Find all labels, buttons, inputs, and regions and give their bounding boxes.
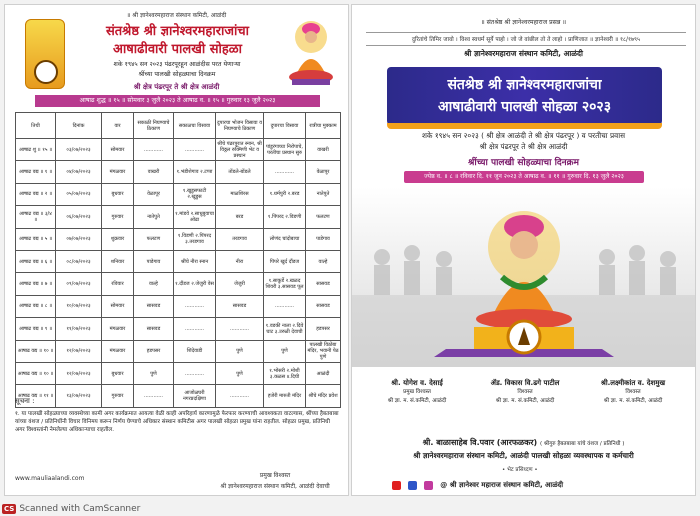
org-line: ॥ श्री ज्ञानेश्वरमहाराज संस्थान कमिटी, आळंदी [126, 12, 227, 19]
table-cell: १.भंडीशेगाव २.टप्पा [174, 161, 216, 183]
table-cell: नातेपुते [134, 206, 174, 228]
schedule-table [15, 112, 341, 408]
table-cell: आषाढ वद्य ॥ ३/४ ॥ [16, 206, 56, 228]
person-org: श्री ज्ञा. म. सं.कमिटी, आळंदी [603, 398, 663, 404]
person-org: श्री ज्ञा. म. सं.कमिटी, आळंदी [495, 398, 555, 404]
table-cell: १.खुडुसफाटी २.खुडुस [174, 183, 216, 205]
table-cell: ०४/०७/२०२३ [56, 161, 102, 183]
table-cell: ०९/०७/२०२३ [56, 273, 102, 295]
table-cell: वेळापूर [306, 161, 341, 183]
invocation-line: ॥ संतश्रेष्ठ श्री ज्ञानेश्वरमहाराज प्रसन्न ॥ [480, 19, 567, 26]
representative-note: ( श्रीगुरु हैबतबाबा यांचे वंशज / प्रतिनिधी ) [539, 441, 625, 447]
table-cell: ............ [216, 385, 264, 407]
table-cell: श्रींचे नीरा स्नान [174, 250, 216, 272]
table-cell: ............ [216, 318, 264, 340]
youtube-icon[interactable] [392, 481, 401, 490]
table-cell: १.भोसरी २.मोशी ३.कळस ४.दिघी [264, 362, 306, 384]
table-row [16, 362, 341, 384]
table-cell: ०८/०७/२०२३ [56, 250, 102, 272]
table-cell: १.दौंडज २.जेजुरी वेस [174, 273, 216, 295]
person-org: श्री ज्ञा. म. सं.कमिटी, आळंदी [387, 398, 447, 404]
table-row [16, 385, 341, 407]
table-header-cell: दुपारचा भोजन विसावा व निघण्याचे ठिकाण [216, 113, 264, 139]
table-cell: मंगळवार [102, 161, 134, 183]
subtitle-line3: श्री क्षेत्र पंढरपूर ते श्री क्षेत्र आळंदी [133, 83, 220, 91]
route-line: शके १९४५ सन २०२३ ( श्री क्षेत्र आळंदी ते श्री क्षेत्र पंढरपूर ) व परतीचा प्रवास [421, 131, 626, 140]
table-cell: ११/०७/२०२३ [56, 318, 102, 340]
table-cell: सासवड [306, 273, 341, 295]
facebook-icon[interactable] [408, 481, 417, 490]
table-cell: शुक्रवार [102, 228, 134, 250]
camscanner-watermark [2, 504, 140, 514]
schedule-heading: श्रींच्या पालखी सोहळ्याचा दिनक्रम [468, 158, 579, 168]
table-cell: १२/०७/२०२३ [56, 340, 102, 362]
table-cell: आषाढ वद्य ॥ १० ॥ [16, 362, 56, 384]
schedule-page-left [4, 4, 349, 496]
shloka-line: दुरितांचे तिमिर जावो । विश्व स्वधर्म सूर्ये पाहो । जो जे वांछील तो ते लाहो । प्राणिजात ॥ ज्ञानेश्वरी ॥ १८/१७९५ [366, 32, 686, 46]
table-cell: आषाढ वद्य ॥ ९ ॥ [16, 318, 56, 340]
table-row [16, 340, 341, 362]
table-cell: फलटण [134, 228, 174, 250]
table-cell: आषाढ शु ॥ १५ ॥ [16, 139, 56, 161]
table-row [16, 273, 341, 295]
org-name: श्री ज्ञानेश्वरमहाराज संस्थान कमिटी, आळंदी [464, 49, 583, 58]
table-cell: सोमवार [102, 139, 134, 161]
table-cell: आषाढ वद्य ॥ १ ॥ [16, 161, 56, 183]
social-handle: @ श्री ज्ञानेश्वर महाराज संस्थान कमिटी, आळंदी [440, 481, 564, 489]
trustee-2 [470, 379, 580, 406]
table-cell: १.विडणी २.पिंपरद ३.तरडगाव [174, 228, 216, 250]
staff-line: श्री ज्ञानेश्वरमहाराज संस्थान कमिटी, आळंदी पालखी सोहळा व्यवस्थापक व कर्मचारी [413, 451, 634, 460]
table-cell: तरडगाव [216, 228, 264, 250]
table-row [16, 228, 341, 250]
table-cell: शिंदेवाडी [174, 340, 216, 362]
table-cell: गुरुवार [102, 206, 134, 228]
signature-title: प्रमुख विश्वस्त [259, 472, 291, 479]
table-row [16, 161, 341, 183]
table-header-row [16, 113, 341, 139]
table-row [16, 139, 341, 161]
table-cell: १०/०७/२०२३ [56, 295, 102, 317]
table-cell: श्रींचे पंढरपुरात स्नान, श्री विठ्ठल रुक्मिणी भेट व प्रस्थान [216, 139, 264, 161]
representative-name: श्री. बाळासाहेब वि.पवार (आरफळकर) [422, 438, 538, 447]
person-name: श्री.लक्ष्मीकांत व. देशमुख [600, 379, 666, 387]
table-cell: आषाढ वद्य ॥ १० ॥ [16, 340, 56, 362]
date-band: ज्येष्ठ व. ॥ ८ ॥ रविवार दि. ११ जुन २०२३ ते आषाढ व. ॥ ११ ॥ गुरुवार दि. १३ जुलै २०२३ [404, 171, 644, 183]
table-cell: पुणे [264, 340, 306, 362]
table-cell: पालखी विठोबा मंदिर, भवानी पेठ पुणे [306, 340, 341, 362]
table-cell: ०७/०७/२०२३ [56, 228, 102, 250]
table-cell: पुणे [216, 340, 264, 362]
table-cell: सासवड [134, 318, 174, 340]
return-route-line: श्री क्षेत्र पंढरपूर ते श्री क्षेत्र आळंदी [479, 142, 568, 151]
banner-title-line2: आषाढीवारी पालखी सोहळा २०२३ [438, 99, 611, 115]
saint-illustration [282, 15, 340, 89]
table-cell: फलटण [306, 206, 341, 228]
watermark-text: Scanned with CamScanner [19, 504, 141, 514]
person-role: प्रमुख विश्वस्त [403, 389, 431, 395]
person-name: ॲड. विकास वि.ढगे पाटील [490, 379, 560, 387]
table-cell: आषाढ वद्य ॥ २ ॥ [16, 183, 56, 205]
table-row [16, 295, 341, 317]
social-footer [392, 475, 657, 489]
table-cell: ............ [264, 161, 306, 183]
table-header-cell: दिनांक [56, 113, 102, 139]
table-cell: आषाढ वद्य ॥ ७ ॥ [16, 273, 56, 295]
page-title-line1: संतश्रेष्ठ श्री ज्ञानेश्वरमहाराजांचा [105, 24, 250, 39]
table-row [16, 318, 341, 340]
notes-text: १. या पालखी सोहळ्याच्या व्यवस्थेच्या कामी अगर कार्यक्रमात आयत्या वेळी काही अपरिहार्य कारणामुळे फेरफार करण्याची आवश्यकता वाटल्यास, श्रींच्या हैबतबाबा यांच्या वंशज / प्रतिनिधींनी विचार विनिमय करून निर्णय घेण्याचे अधिकार संस्थान कमिटीस अगर पालखी सोहळा प्रमुख यांना राहतील. सोहळा प्रमुख, प्रतिनिधी अगर विश्वस्तांनी नेमलेल्या अधिकाऱ्याचा राहतील. [15, 411, 339, 434]
table-cell: मंगळवार [102, 318, 134, 340]
table-header-cell: सकाळी निघण्याचे ठिकाण [134, 113, 174, 139]
subtitle-line1: शके १९४५ सन २०२३ पंढरपूरहून आळंदीस परत येणाऱ्या [113, 61, 241, 68]
table-header-cell: तिथी [16, 113, 56, 139]
table-cell: १.पिंपरद २.विडणी [264, 206, 306, 228]
page-title-line2: आषाढीवारी पालखी सोहळा [112, 42, 243, 57]
representative-line [352, 437, 695, 448]
table-cell: शनिवार [102, 250, 134, 272]
table-cell: ............ [174, 318, 216, 340]
table-header-cell: वार [102, 113, 134, 139]
table-cell: आषाढ वद्य ॥ ५ ॥ [16, 228, 56, 250]
table-header-cell: सकाळचा विसावा [174, 113, 216, 139]
table-cell: सासवड [306, 295, 341, 317]
table-cell: जेजुरी [216, 273, 264, 295]
table-cell: नीरा [216, 250, 264, 272]
table-cell: वाल्हे [134, 273, 174, 295]
table-cell: वेळापूर [134, 183, 174, 205]
table-cell: १.धर्मपुरी २.बरड [264, 183, 306, 205]
table-cell: पांडुरंगाच्या निरोपाचे, परतीचा प्रस्थान सुरु [264, 139, 306, 161]
table-cell: तोंडले-बोंडले [216, 161, 264, 183]
table-cell: १३/०७/२०२३ [56, 385, 102, 407]
table-cell: आळंदी [306, 362, 341, 384]
table-cell: १२/०७/२०२३ [56, 362, 102, 384]
table-cell: ............ [134, 139, 174, 161]
table-cell: ............ [174, 139, 216, 161]
website-link[interactable]: www.mauliaalandi.com [15, 475, 85, 482]
table-cell: ०६/०७/२०२३ [56, 206, 102, 228]
table-cell: ............ [264, 295, 306, 317]
person-role: विश्वस्त [517, 389, 533, 395]
notes-title: सूचना : [15, 397, 35, 405]
sansthan-logo [25, 19, 65, 89]
table-cell: गुरुवार [102, 385, 134, 407]
person-name: श्री. योगेश व. देसाई [391, 379, 443, 387]
table-cell: पाडेगाव [134, 250, 174, 272]
table-cell: माळशिरस [216, 183, 264, 205]
table-cell: बुधवार [102, 362, 134, 384]
table-cell: आषाढ वद्य ॥ ६ ॥ [16, 250, 56, 272]
table-header-cell: दुपारचा विसावा [264, 113, 306, 139]
table-cell: सासवड [216, 295, 264, 317]
poster-page-right [351, 4, 696, 496]
table-cell: हडपसर [306, 318, 341, 340]
table-cell: पुणे [216, 362, 264, 384]
table-cell: पिंपरे खुर्द दौंडज [264, 250, 306, 272]
table-cell: नातेपुते [306, 183, 341, 205]
table-row [16, 206, 341, 228]
trustee-3 [578, 379, 688, 406]
banner-title-line1: संतश्रेष्ठ श्री ज्ञानेश्वरमहाराजांचा [447, 77, 602, 93]
table-cell: सासवड [134, 295, 174, 317]
table-cell: वाखरी [134, 161, 174, 183]
table-cell: आषाढ वद्य ॥ ८ ॥ [16, 295, 56, 317]
table-cell: वाखरी [306, 139, 341, 161]
table-cell: आजोळघरी नगरप्रदक्षिणा [174, 385, 216, 407]
table-cell: पुणे [134, 362, 174, 384]
table-cell: श्रींचे मंदिर प्रवेश [306, 385, 341, 407]
table-cell: पाडेगाव [306, 228, 341, 250]
palkhi-illustration [352, 187, 696, 367]
table-cell: मंगळवार [102, 340, 134, 362]
table-row [16, 183, 341, 205]
table-cell: ............ [134, 385, 174, 407]
table-cell: १.साकुर्डे २.खळद शिवरी ३.सासवड पूल [264, 273, 306, 295]
table-cell: बरड [216, 206, 264, 228]
table-cell: लोणंद चांदोबाचा [264, 228, 306, 250]
table-cell: आषाढ वद्य ॥ ११ ॥ [16, 385, 56, 407]
table-cell: १.वडकी नाला २.दिवे घाट ३.उरुळी देवाची [264, 318, 306, 340]
instagram-icon[interactable] [424, 481, 433, 490]
table-cell: ०५/०७/२०२३ [56, 183, 102, 205]
table-cell: हडपसर [134, 340, 174, 362]
table-cell: वाल्हे [306, 250, 341, 272]
table-header-cell: रात्रीचा मुक्काम [306, 113, 341, 139]
table-cell: रविवार [102, 273, 134, 295]
date-band: आषाढ शुद्ध ॥ १५ ॥ सोमवार ३ जुलै २०२३ ते आषाढ व. ॥ १५ ॥ गुरुवार १३ जुलै २०२३ [35, 95, 320, 107]
subtitle-line2: श्रींच्या पालखी सोहळ्याचा दिनक्रम [138, 71, 216, 78]
signature-org: श्री ज्ञानेश्वरमहाराज संस्थान कमिटी, आळंदी देवाची [220, 483, 330, 490]
table-cell: ............ [174, 295, 216, 317]
table-cell: सोमवार [102, 295, 134, 317]
camscanner-logo: CS [4, 505, 15, 513]
compliments-line: • भेट प्रसिध्दण • [502, 467, 538, 473]
table-cell: १.मांडवे २.साधुबुवाचा ओढा [174, 206, 216, 228]
table-cell: ............ [174, 362, 216, 384]
table-cell: ०३/०७/२०२३ [56, 139, 102, 161]
trustee-1 [362, 379, 472, 406]
person-role: विश्वस्त [625, 389, 641, 395]
table-row [16, 250, 341, 272]
table-cell: हजेरी मारुती मंदिर [264, 385, 306, 407]
table-cell: बुधवार [102, 183, 134, 205]
